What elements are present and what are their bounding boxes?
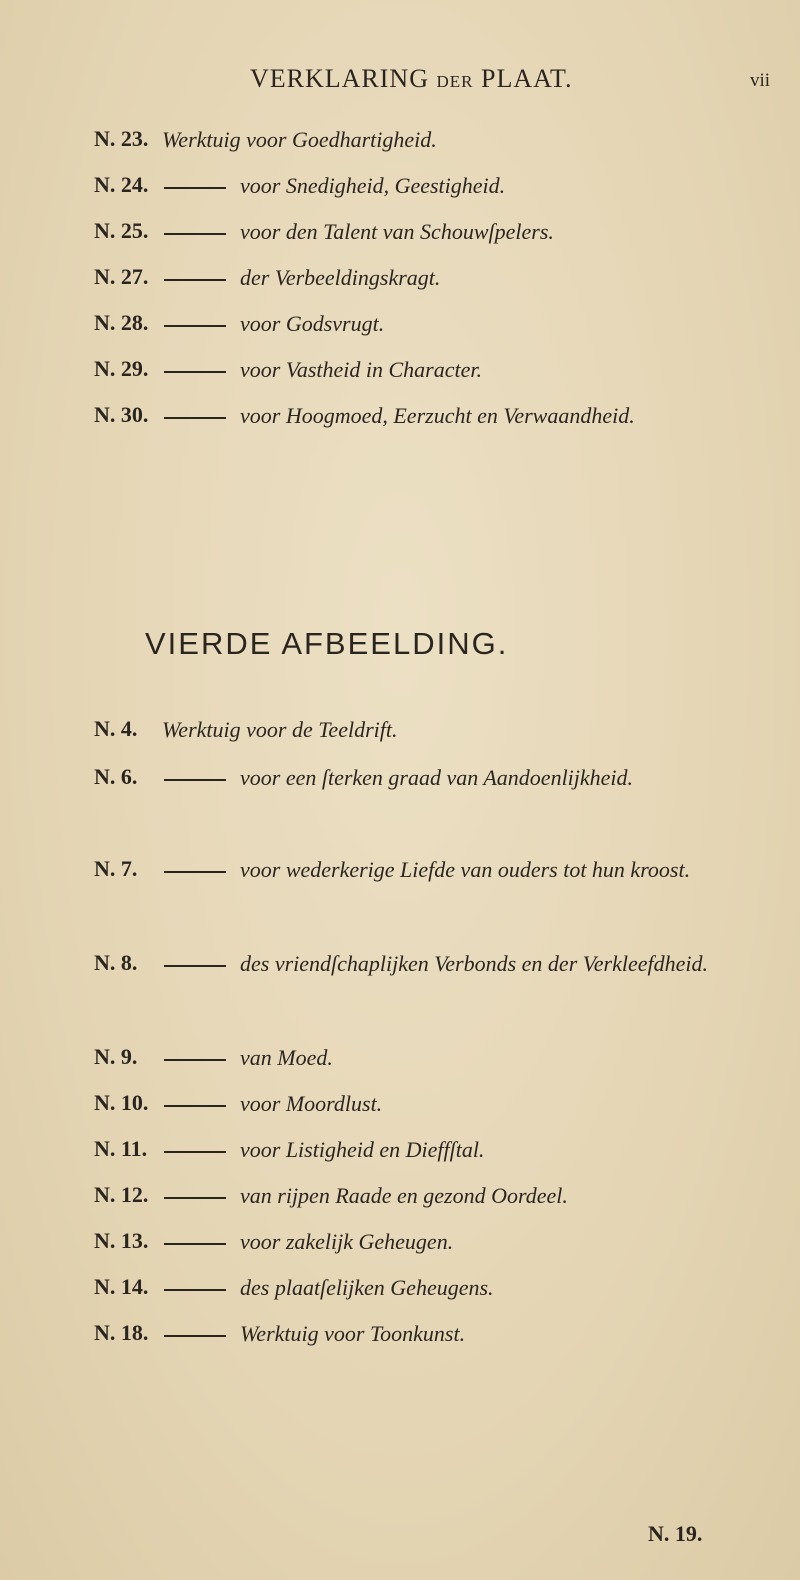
header-title-plaat: PLAAT. xyxy=(481,64,573,93)
entry-text: van Moed. xyxy=(240,1045,333,1070)
entry-row xyxy=(0,356,800,390)
entry-number: N. 29. xyxy=(94,356,149,381)
entry-number: N. 23. xyxy=(94,126,149,151)
entry-number: N. 18. xyxy=(94,1320,149,1345)
entry-text: voor Godsvrugt. xyxy=(240,311,385,336)
entry-row xyxy=(0,1182,800,1216)
entry-number: N. 30. xyxy=(94,402,149,427)
entry-row xyxy=(0,950,800,1030)
entry-row xyxy=(0,1090,800,1124)
ditto-dash xyxy=(164,1059,226,1061)
entry-row xyxy=(0,402,800,482)
entry-row xyxy=(0,1044,800,1078)
header-title xyxy=(250,64,572,94)
ditto-dash xyxy=(164,1151,226,1153)
ditto-dash xyxy=(164,965,226,967)
entry-text: der Verbeeldingskragt. xyxy=(240,265,441,290)
entry-number: N. 12. xyxy=(94,1182,149,1207)
entry-text: voor Snedigheid, Geestigheid. xyxy=(240,173,506,198)
entry-text: voor zakelijk Geheugen. xyxy=(240,1229,454,1254)
entry-row xyxy=(0,716,800,750)
entry-number: N. 28. xyxy=(94,310,149,335)
ditto-dash xyxy=(164,779,226,781)
entry-text: Werktuig voor Goedhartigheid. xyxy=(162,127,437,152)
section-title: VIERDE AFBEELDING. xyxy=(145,626,509,661)
entry-text: des plaatſelijken Geheugens. xyxy=(240,1275,494,1300)
entry-text: voor een ſterken graad van Aandoenlijkheid. xyxy=(240,765,634,790)
header-title-der: DER xyxy=(436,72,474,91)
entry-text: Werktuig voor de Teeldrift. xyxy=(162,717,398,742)
entry-text: Werktuig voor Toonkunst. xyxy=(240,1321,466,1346)
entry-number: N. 9. xyxy=(94,1044,138,1069)
entry-number: N. 13. xyxy=(94,1228,149,1253)
entry-number: N. 6. xyxy=(94,764,138,789)
entry-number: N. 27. xyxy=(94,264,149,289)
page-number: vii xyxy=(750,70,771,91)
entry-row xyxy=(0,764,800,844)
entry-row xyxy=(0,218,800,252)
entry-number: N. 8. xyxy=(94,950,138,975)
entry-number: N. 10. xyxy=(94,1090,149,1115)
ditto-dash xyxy=(164,1105,226,1107)
ditto-dash xyxy=(164,187,226,189)
ditto-dash xyxy=(164,279,226,281)
entry-row xyxy=(0,856,800,936)
entry-row xyxy=(0,264,800,298)
entry-row xyxy=(0,1228,800,1262)
ditto-dash xyxy=(164,1243,226,1245)
entry-row xyxy=(0,310,800,344)
entry-number: N. 25. xyxy=(94,218,149,243)
entry-number: N. 11. xyxy=(94,1136,148,1161)
running-header xyxy=(0,64,800,98)
entry-text: des vriendſchaplijken Verbonds en der Verkleefdheid. xyxy=(240,951,708,976)
ditto-dash xyxy=(164,1289,226,1291)
entry-text: voor den Talent van Schouwſpelers. xyxy=(240,219,554,244)
entry-text: voor Hoogmoed, Eerzucht en Verwaandheid. xyxy=(240,403,635,428)
entry-text: voor Moordlust. xyxy=(240,1091,383,1116)
ditto-dash xyxy=(164,325,226,327)
entry-row xyxy=(0,1274,800,1308)
ditto-dash xyxy=(164,371,226,373)
entry-number: N. 14. xyxy=(94,1274,149,1299)
entry-text: voor wederkerige Liefde van ouders tot hun kroost. xyxy=(240,857,691,882)
ditto-dash xyxy=(164,233,226,235)
entry-text: voor Listigheid en Dieffſtal. xyxy=(240,1137,485,1162)
header-title-main: VERKLARING xyxy=(250,64,429,93)
entry-number: N. 7. xyxy=(94,856,138,881)
entry-number: N. 24. xyxy=(94,172,149,197)
entry-row xyxy=(0,126,800,160)
entry-text: voor Vastheid in Character. xyxy=(240,357,482,382)
ditto-dash xyxy=(164,1197,226,1199)
entry-text: van rijpen Raade en gezond Oordeel. xyxy=(240,1183,568,1208)
ditto-dash xyxy=(164,417,226,419)
entry-number: N. 4. xyxy=(94,716,138,741)
ditto-dash xyxy=(164,1335,226,1337)
catchword: N. 19. xyxy=(648,1521,703,1546)
entry-row xyxy=(0,1136,800,1170)
ditto-dash xyxy=(164,871,226,873)
entry-row xyxy=(0,172,800,206)
entry-row xyxy=(0,1320,800,1354)
